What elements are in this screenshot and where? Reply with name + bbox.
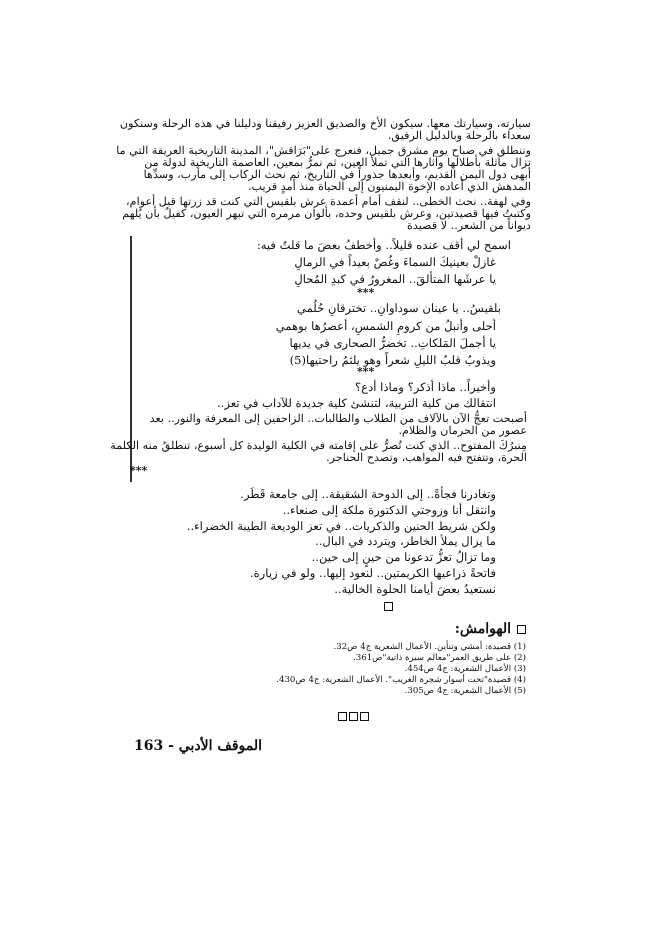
square-icon [338, 712, 347, 721]
paragraph-2-line: تزال ماثلة بأطلالها وآثارها التي تملأ العين، ثم نمرُّ بمعين، العاصمة التاريخية لدولة من [144, 156, 531, 169]
section-stars: *** [357, 365, 375, 378]
paragraph-3-line: وفي لهفة.. نحث الخطى.. لنقف أمام أعمدة عرش بلقيس التي كنت قد زرتها قبل أعوام، [126, 195, 531, 208]
footnote: (5) الأعمال الشعرية: ج4 ص305. [404, 686, 526, 696]
square-icon [349, 712, 358, 721]
poem-3-line: ما يزال يملأ الخاطر، ويتردد في البال.. [315, 534, 496, 548]
poem-3-line: وانتقل أنا وزوجتي الدكتورة ملكة إلى صنعاء.. [282, 503, 496, 517]
poem-3-line: ولكن شريط الحنين والذكريات.. في تعز الوديعة الطيبة الخضراء.. [186, 519, 496, 533]
section-stars: *** [357, 286, 375, 299]
poem-3-line: فاتحةً ذراعيها الكريمتين.. لنعود إليها.. ولو في زيارة. [249, 566, 496, 580]
footnote: (2) على طريق العمر"معالم سيرة ذاتية"ص361. [353, 653, 526, 663]
footnotes-title: الهوامش: [454, 621, 511, 637]
poem-3-line: وتغادرنا فجأةً.. إلى الدوحة الشقيقة.. إلى جامعة قَطَر. [240, 487, 496, 501]
footnote: (4) قصيدة"تحت أسوار شجرة الغريب". الأعمال الشعرية: ج4 ص430. [276, 675, 526, 685]
paragraph-4-line: مِنبرُكَ المفتوح.. الذي كنت تُصرُّ على إقامته في الكلية الوليدة كل أسبوع، تنطلقُ منه الكلمة [110, 439, 527, 452]
ornament-squares [338, 712, 369, 721]
paragraph-4-line: انتقالك من كلية التربية، لتنشئ كلية جديدة للآداب في تعز.. [216, 396, 496, 410]
poem-2-line: ويذوبُ قلبُ الليلِ شعراً وهو يلثمُ راحتيها(5) [289, 353, 496, 367]
page-footer: الموقف الأدبي - 163 [134, 738, 263, 754]
paragraph-1-line: سعداء بالرحلة وبالدليل الرفيق. [387, 129, 531, 142]
poem-3-line: وما تزالُ تعزُّ تدعونا من حينٍ إلى حين.. [311, 550, 496, 564]
footnote: (1) قصيدة: أمشي وتنأين. الأعمال الشعرية ج4 ص32. [333, 642, 526, 652]
poem-2-line: يا أجملَ المَلكاتِ.. تخضرُّ الصحارى في يديها [289, 336, 496, 350]
paragraph-2-line: المدهش الذي أعاده الإخوة اليمنيون إلى الحياة منذ أمدٍ قريب. [248, 180, 531, 193]
poem-1-line: يا عرشَها المتألقَ.. المغرورُ في كبدِ المُحالِ [294, 272, 496, 286]
square-bullet-icon [517, 625, 526, 634]
square-icon [360, 712, 369, 721]
footnote: (3) الأعمال الشعرية: ج4 ص454. [404, 664, 526, 674]
paragraph-4-line: عصور من الحرمان والظلام. [398, 424, 527, 437]
section-stars: *** [130, 464, 148, 477]
paragraph-3-line: ديواناً من الشعر.. لا قصيدة [407, 219, 531, 232]
poem-1-line: غازلْ بعينيكَ السماءَ وغُصْ بعيداً في الرمالِ [294, 255, 496, 269]
paragraph-3-line: وكتبتُ فيها قصيدتين، وعرش بلقيس وحده، بألوان مرمره التي تبهر العيون، كفيلٌ بأن يُلهم [122, 207, 531, 220]
end-square-icon [384, 596, 393, 615]
poem-2-line: بلقيسُ.. يا عينان سوداوانِ.. تخترقانِ حُلُمي [296, 301, 501, 315]
paragraph-2-line: أبهى دول اليمن القديم، وأبعدها جذوراً في التاريخ، ثم نحث الركاب إلى مأرب، وسدِّها [143, 168, 531, 181]
paragraph-4-line: الحرة، وتتفتح فيه المواهب، وتصدح الحناجر. [326, 451, 527, 464]
paragraph-2-line: وننطلق في صباح يوم مشرق جميل، فنعرج على"بَرَاقش"، المدينة التاريخية العريقة التي ما [116, 144, 531, 157]
poem-1-line: اسمح لي أقف عنده قليلاً.. وأخطفُ بعضَ ما قلتُ فيه: [256, 238, 511, 252]
paragraph-4-line: وأخيراً.. ماذا أذكر؟ وماذا أدع؟ [355, 380, 496, 394]
poem-2-line: أحلى وأنبلُ من كرومِ الشمسِ، أعصرُها بوهمي [275, 319, 496, 333]
footnotes-heading [455, 621, 526, 637]
paragraph-4-line: أصبحت تعجُّ الآن بالآلاف من الطلاب والطالبات.. الزاحفين إلى المعرفة والنور.. بعد [149, 412, 527, 425]
poem-3-line: نستعيدُ بعضَ أيامنا الحلوة الخالية.. [334, 582, 496, 596]
paragraph-1-line: سيارته، وسيارتك معها. سيكون الأخ والصديق العزيز رفيقنا ودليلنا في هذه الرحلة وسنكون [119, 117, 531, 130]
